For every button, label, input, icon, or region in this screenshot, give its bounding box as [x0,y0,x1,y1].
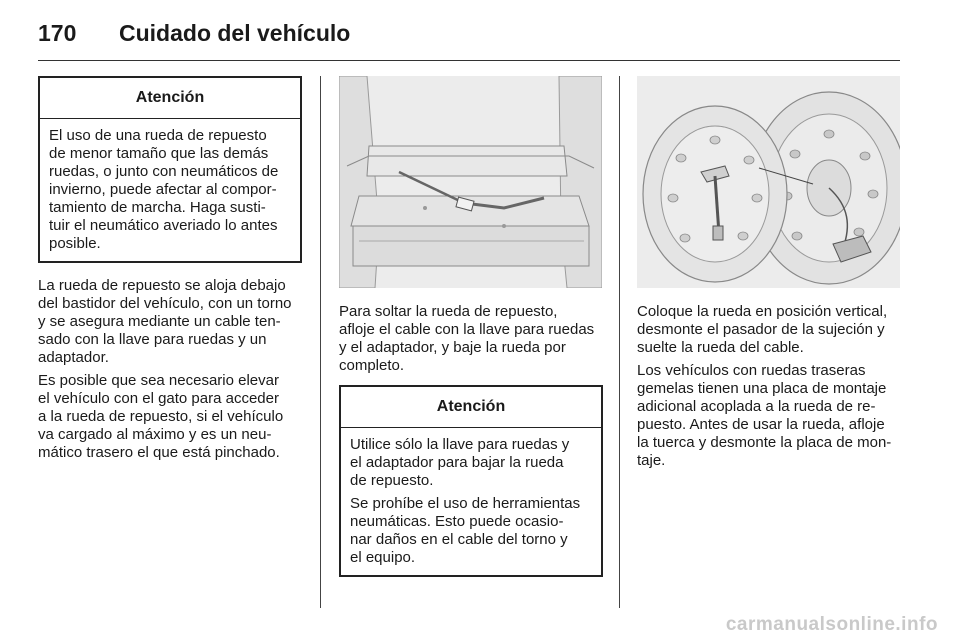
spare-wheel-drawing [637,76,900,288]
warning-title: Atención [40,78,300,119]
column-divider-2 [619,76,620,608]
wheel-wrench-drawing [339,76,602,288]
header-divider [38,60,900,61]
illustration-spare-wheel [637,76,900,288]
column-2 [339,76,603,577]
paragraph: Para soltar la rueda de repuesto, afloje el cable con la llave para ruedas y el adaptador, y baje la rueda por completo. [339,303,595,374]
body-text-3 [637,303,901,470]
section-title: Cuidado del vehículo [119,20,351,46]
warning-body [341,428,601,575]
warning-text: Utilice sólo la llave para ruedas y el adaptador para bajar la rueda de repuesto. [350,436,570,489]
paragraph: Los vehículos con ruedas traseras gemelas tienen una placa de montaje adicional acoplada a la rueda de re- puesto. Antes de usar la rueda, afloje la tuerca y desmonte la placa de mon- taje. [637,362,892,469]
column-3 [637,76,901,470]
paragraph: Es posible que sea necesario elevar el vehículo con el gato para acceder a la rueda de repuesto, si el vehículo va cargado al máximo y es un neu- mático trasero el que está pinchado. [38,372,284,461]
warning-box-2 [339,385,603,577]
column-divider-1 [320,76,321,608]
warning-box-1 [38,76,302,263]
body-text-1 [38,277,302,462]
warning-body [40,119,300,261]
warning-text: Se prohíbe el uso de herramientas neumáticas. Esto puede ocasio- nar daños en el cable del torno y el equipo. [350,495,581,566]
warning-text: El uso de una rueda de repuesto de menor tamaño que las demás ruedas, o junto con neumáticos de invierno, puede afectar al compor- tamiento de marcha. Haga susti- tuir el neumático averiado lo antes posible. [49,127,279,252]
illustration-wheel-wrench [339,76,602,288]
page-header [38,14,900,54]
paragraph: La rueda de repuesto se aloja debajo del bastidor del vehículo, con un torno y se asegura mediante un cable ten- sado con la llave para ruedas y un adaptador. [38,277,292,366]
watermark-link[interactable]: carmanualsonline.info [725,614,938,635]
body-text-2 [339,303,603,375]
column-1 [38,76,302,462]
paragraph: Coloque la rueda en posición vertical, desmonte el pasador de la sujeción y suelte la rueda del cable. [637,303,888,356]
page-number: 170 [38,20,77,46]
warning-title: Atención [341,387,601,428]
